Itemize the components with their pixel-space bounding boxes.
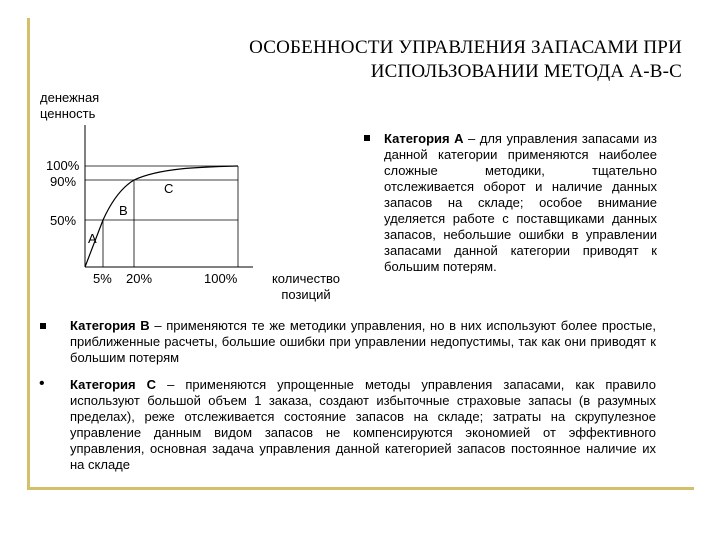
category-c-description: – применяются упрощенные методы управления запасами, как правило используют большой объем 1 заказа, создают избыточные страховые запасы (в разумных пределах), реже отслеживается состояние запасов на складе; затраты на скрупулезное управление данным видом запасов не компенсируются экономией от эффективного управления, основная задача управления данной категорией запасов постоянное наличие их на складе	[70, 377, 656, 472]
x-axis-label-line-1: количество	[271, 271, 341, 286]
bullet-square-icon	[40, 323, 46, 329]
title-line-1: ОСОБЕННОСТИ УПРАВЛЕНИЯ ЗАПАСАМИ ПРИ	[249, 37, 682, 58]
x-axis-label-line-2: позиций	[281, 287, 331, 302]
category-a-name: Категория А	[384, 131, 464, 146]
y-axis-label-line-2: ценность	[40, 106, 96, 121]
abc-curve	[85, 166, 238, 267]
category-c-name: Категория С	[70, 377, 157, 392]
region-a-label: A	[88, 231, 97, 246]
title-line-2: ИСПОЛЬЗОВАНИИ МЕТОДА А-В-С	[370, 61, 682, 82]
x-tick-100: 100%	[204, 271, 238, 286]
category-b-description: – применяются те же методики управления, но в них используют более простые, приближенные расчеты, большие ошибки при управлении недопустимы, так как они приводят к большим потерям	[70, 318, 656, 365]
region-c-label: C	[164, 181, 174, 196]
y-axis-label-line-1: денежная	[40, 90, 100, 105]
x-tick-20: 20%	[126, 271, 153, 286]
category-b-name: Категория В	[70, 318, 150, 333]
category-b-text	[70, 318, 656, 366]
y-tick-50: 50%	[50, 213, 77, 228]
y-tick-90: 90%	[50, 174, 77, 189]
bullet-square-icon	[364, 135, 370, 141]
region-b-label: B	[119, 203, 128, 218]
x-tick-5: 5%	[93, 271, 112, 286]
category-c-text	[70, 377, 656, 473]
bullet-dot-icon: •	[39, 375, 45, 392]
category-a-text	[384, 131, 657, 275]
x-axis-label	[256, 271, 356, 303]
category-a-description: – для управления запасами из данной категории применяются наиболее сложные методики, тщательно отслеживается оборот и наличие данных запасов на складе; особое внимание уделяется работе с поставщиками данных запасов, небольшие ошибки в управлении запасами данной категории приводят к большим потерям.	[384, 131, 657, 274]
y-tick-100: 100%	[46, 158, 80, 173]
